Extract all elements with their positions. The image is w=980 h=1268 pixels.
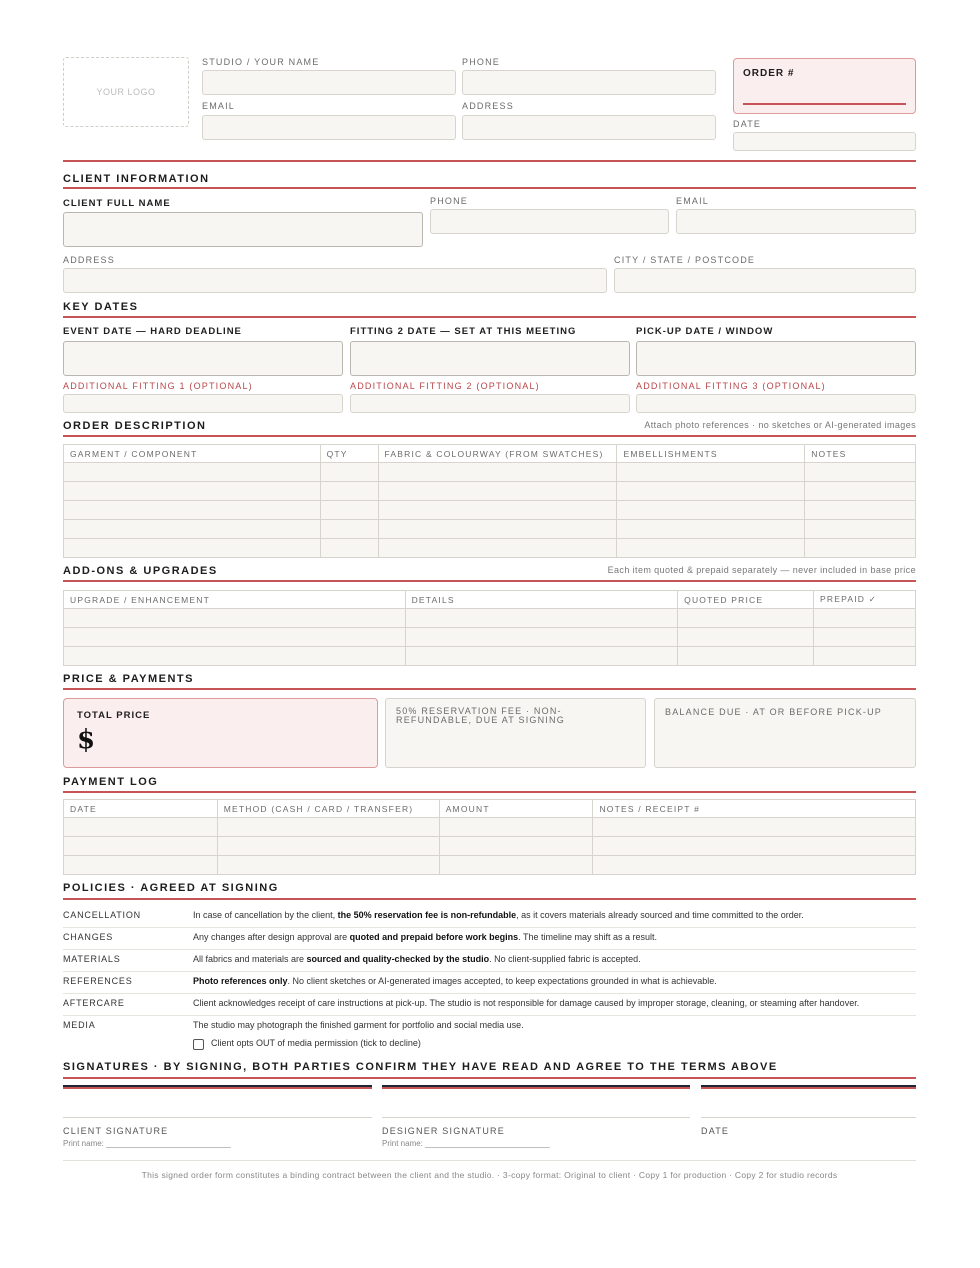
studio-address-field[interactable] xyxy=(462,115,716,140)
date-signature-baseline xyxy=(701,1117,916,1118)
order-col-qty: QTY xyxy=(320,445,378,463)
order-col-garment: GARMENT / COMPONENT xyxy=(64,445,321,463)
pickup-date-field[interactable] xyxy=(636,341,916,376)
signatures-rule xyxy=(63,1077,916,1079)
order-col-fabric: FABRIC & COLOURWAY (FROM SWATCHES) xyxy=(378,445,617,463)
policy-media xyxy=(63,1020,916,1056)
client-section-rule xyxy=(63,187,916,189)
footer-divider xyxy=(63,1160,916,1161)
client-name-field[interactable] xyxy=(63,212,423,247)
client-signature-baseline xyxy=(63,1117,372,1118)
order-date-field[interactable] xyxy=(733,132,916,151)
studio-name-label: STUDIO / YOUR NAME xyxy=(202,57,320,67)
pickup-date-label: PICK-UP DATE / WINDOW xyxy=(636,326,774,337)
policy-key: CANCELLATION xyxy=(63,910,141,920)
signature-date-accent xyxy=(701,1087,916,1089)
table-row[interactable] xyxy=(64,856,916,875)
additional-fitting2-field[interactable] xyxy=(350,394,630,413)
payment-col-date: DATE xyxy=(64,800,218,818)
key-dates-rule xyxy=(63,316,916,318)
price-section-title: PRICE & PAYMENTS xyxy=(63,673,194,685)
policies-title: POLICIES · AGREED AT SIGNING xyxy=(63,882,279,894)
payment-col-amount: AMOUNT xyxy=(439,800,593,818)
studio-email-label: EMAIL xyxy=(202,101,236,111)
footer-text: This signed order form constitutes a binding contract between the client and the studio. · 3-copy format: Original to client · Copy 1 for production · Copy 2 for studio records xyxy=(141,1170,838,1180)
table-row[interactable] xyxy=(64,463,916,482)
client-city-label: CITY / STATE / POSTCODE xyxy=(614,255,756,265)
policy-key: REFERENCES xyxy=(63,976,133,986)
studio-email-field[interactable] xyxy=(202,115,456,140)
header-divider xyxy=(63,160,916,162)
addons-section-note: Each item quoted & prepaid separately — never included in base price xyxy=(607,565,916,575)
client-email-field[interactable] xyxy=(676,209,916,234)
payment-col-method: METHOD (CASH / CARD / TRANSFER) xyxy=(217,800,439,818)
order-section-title: ORDER DESCRIPTION xyxy=(63,420,207,432)
event-date-field[interactable] xyxy=(63,341,343,376)
designer-signature-baseline xyxy=(382,1117,690,1118)
client-email-label: EMAIL xyxy=(676,196,710,206)
client-address-field[interactable] xyxy=(63,268,607,293)
table-row[interactable] xyxy=(64,837,916,856)
client-phone-label: PHONE xyxy=(430,196,469,206)
client-signature-accent xyxy=(63,1087,372,1089)
key-dates-title: KEY DATES xyxy=(63,301,139,313)
studio-phone-field[interactable] xyxy=(462,70,716,95)
policy-text: Any changes after design approval are quoted and prepaid before work begins. The timeline may shift as a result. xyxy=(193,932,658,942)
table-row[interactable] xyxy=(64,501,916,520)
policy-text: Client acknowledges receipt of care instructions at pick-up. The studio is not responsible for damage caused by improper storage, cleaning, or steaming after handover. xyxy=(193,998,860,1008)
table-row[interactable] xyxy=(64,609,916,628)
payment-col-notes: NOTES / RECEIPT # xyxy=(593,800,916,818)
order-section-rule xyxy=(63,435,916,437)
addons-col-prepaid: PREPAID ✓ xyxy=(814,591,916,609)
signatures-title: SIGNATURES · BY SIGNING, BOTH PARTIES CONFIRM THEY HAVE READ AND AGREE TO THE TERMS ABOVE xyxy=(63,1061,778,1073)
fitting2-date-field[interactable] xyxy=(350,341,630,376)
balance-due-box[interactable] xyxy=(654,698,916,768)
logo-placeholder-text: YOUR LOGO xyxy=(96,87,156,97)
order-number-line xyxy=(743,103,906,105)
policy-text: In case of cancellation by the client, the 50% reservation fee is non-refundable, as it covers materials already sourced and time committed to the order. xyxy=(193,910,804,920)
policy-key: MATERIALS xyxy=(63,954,121,964)
additional-fitting2-label: ADDITIONAL FITTING 2 (OPTIONAL) xyxy=(350,381,540,391)
designer-signature-label: DESIGNER SIGNATURE xyxy=(382,1126,505,1136)
policy-aftercare xyxy=(63,998,916,1016)
media-optout-label: Client opts OUT of media permission (tick to decline) xyxy=(211,1038,421,1048)
additional-fitting3-label: ADDITIONAL FITTING 3 (OPTIONAL) xyxy=(636,381,826,391)
client-name-label: CLIENT FULL NAME xyxy=(63,198,171,209)
addons-section-rule xyxy=(63,580,916,582)
payment-log-table xyxy=(63,799,916,875)
designer-signature-accent xyxy=(382,1087,690,1089)
client-section-title: CLIENT INFORMATION xyxy=(63,173,210,185)
signature-date-label: DATE xyxy=(701,1126,730,1136)
media-optout-checkbox[interactable] xyxy=(193,1039,204,1050)
price-section-rule xyxy=(63,688,916,690)
studio-phone-label: PHONE xyxy=(462,57,501,67)
client-phone-field[interactable] xyxy=(430,209,669,234)
event-date-label: EVENT DATE — HARD DEADLINE xyxy=(63,326,242,337)
studio-name-field[interactable] xyxy=(202,70,456,95)
client-print-name: Print name: ____________________________ xyxy=(63,1139,231,1148)
addons-col-details: DETAILS xyxy=(405,591,678,609)
client-signature-label: CLIENT SIGNATURE xyxy=(63,1126,169,1136)
table-row[interactable] xyxy=(64,482,916,501)
policy-text: Photo references only. No client sketches or AI-generated images accepted, to keep expectations grounded in what is achievable. xyxy=(193,976,717,986)
addons-col-upgrade: UPGRADE / ENHANCEMENT xyxy=(64,591,406,609)
policy-references xyxy=(63,976,916,994)
order-col-notes: NOTES xyxy=(805,445,916,463)
table-row[interactable] xyxy=(64,628,916,647)
reservation-fee-label: 50% RESERVATION FEE · NON-REFUNDABLE, DUE AT SIGNING xyxy=(396,706,565,725)
table-row[interactable] xyxy=(64,539,916,558)
additional-fitting1-label: ADDITIONAL FITTING 1 (OPTIONAL) xyxy=(63,381,253,391)
table-row[interactable] xyxy=(64,520,916,539)
table-row[interactable] xyxy=(64,647,916,666)
addons-col-price: QUOTED PRICE xyxy=(678,591,814,609)
client-city-field[interactable] xyxy=(614,268,916,293)
addons-table xyxy=(63,590,916,666)
policies-rule xyxy=(63,898,916,900)
addons-section-title: ADD-ONS & UPGRADES xyxy=(63,565,218,577)
total-price-box[interactable] xyxy=(63,698,378,768)
policy-cancellation xyxy=(63,910,916,928)
total-price-label: TOTAL PRICE xyxy=(77,710,151,721)
policy-changes xyxy=(63,932,916,950)
order-number-box[interactable] xyxy=(733,58,916,114)
fitting2-date-label: FITTING 2 DATE — SET AT THIS MEETING xyxy=(350,326,577,337)
logo-placeholder[interactable] xyxy=(63,57,189,127)
designer-print-name: Print name: ____________________________ xyxy=(382,1139,550,1148)
policy-materials xyxy=(63,954,916,972)
policy-text: The studio may photograph the finished garment for portfolio and social media use. xyxy=(193,1020,524,1030)
policy-key: AFTERCARE xyxy=(63,998,125,1008)
payment-log-title: PAYMENT LOG xyxy=(63,776,159,788)
policy-key: MEDIA xyxy=(63,1020,96,1030)
reservation-fee-box[interactable] xyxy=(385,698,646,768)
policy-text: All fabrics and materials are sourced and quality-checked by the studio. No client-supplied fabric is accepted. xyxy=(193,954,641,964)
payment-log-rule xyxy=(63,791,916,793)
client-address-label: ADDRESS xyxy=(63,255,115,265)
order-table xyxy=(63,444,916,558)
additional-fitting1-field[interactable] xyxy=(63,394,343,413)
order-number-label: ORDER # xyxy=(743,68,795,79)
table-row[interactable] xyxy=(64,818,916,837)
balance-due-label: BALANCE DUE · AT OR BEFORE PICK-UP xyxy=(665,707,883,717)
order-section-note: Attach photo references · no sketches or AI-generated images xyxy=(644,420,916,430)
policy-key: CHANGES xyxy=(63,932,114,942)
order-date-label: DATE xyxy=(733,119,762,129)
currency-symbol: $ xyxy=(77,725,96,755)
additional-fitting3-field[interactable] xyxy=(636,394,916,413)
studio-address-label: ADDRESS xyxy=(462,101,514,111)
order-col-embellishments: EMBELLISHMENTS xyxy=(617,445,805,463)
